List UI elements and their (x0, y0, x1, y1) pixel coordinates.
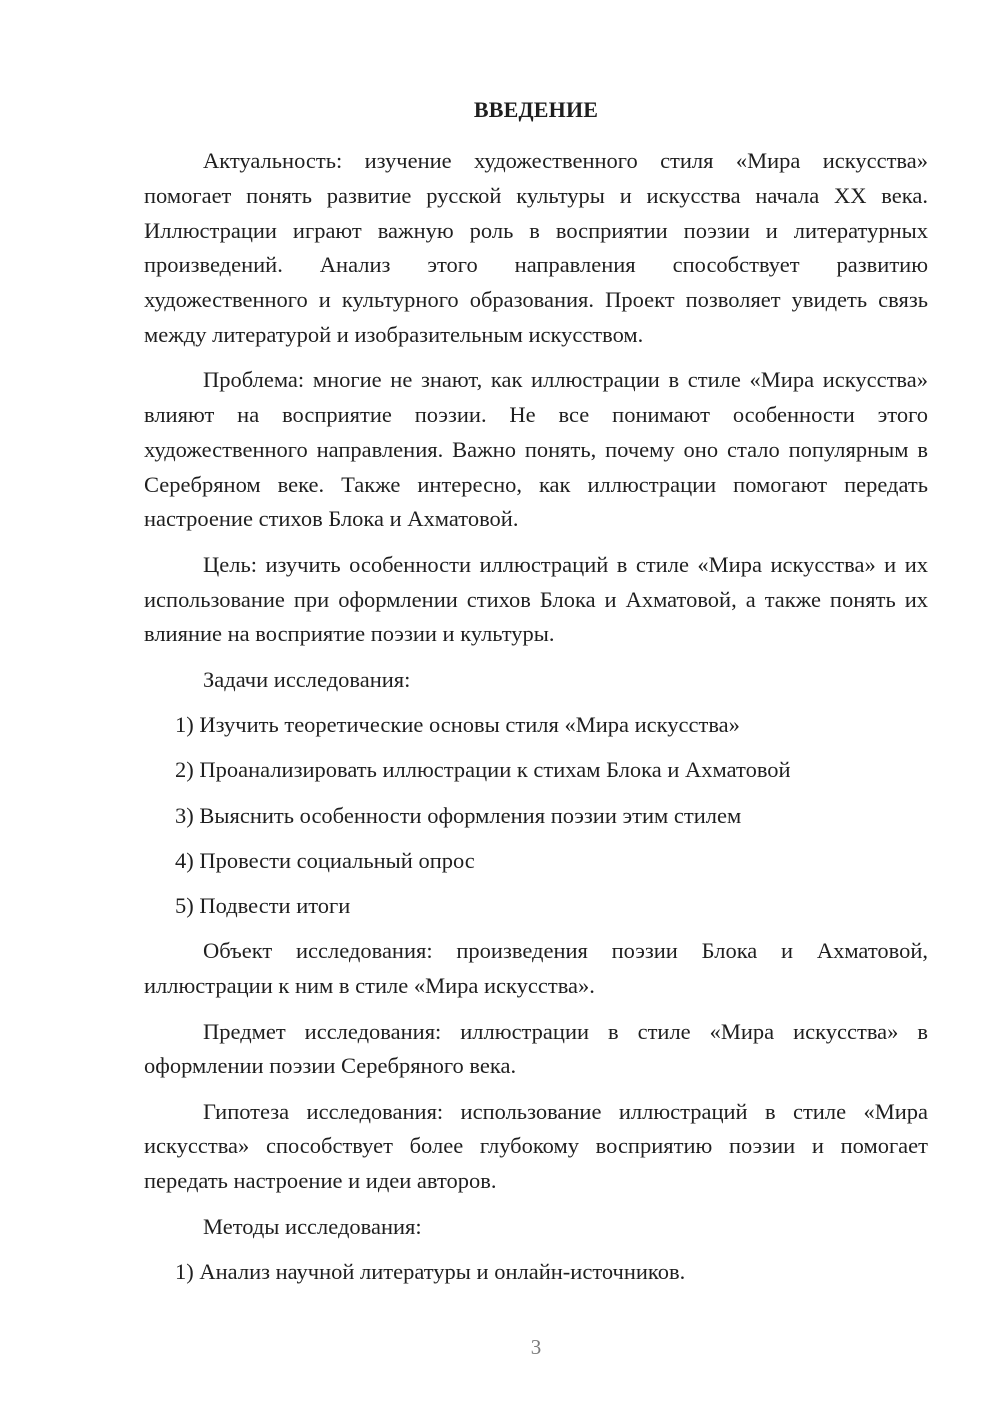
task-item: 4) Провести социальный опрос (175, 847, 475, 873)
page-number: 3 (530, 1335, 542, 1359)
document-body (144, 144, 928, 1300)
tasks-list (144, 708, 928, 924)
goal-paragraph: Цель: изучить особенности иллюстраций в стиле «Мира искусства» и их использование при оформлении стихов Блока и Ахматовой, а также понять их влияние на восприятие поэзии и культуры. (144, 551, 928, 647)
hypothesis-paragraph: Гипотеза исследования: использование иллюстраций в стиле «Мира искусства» способствует более глубокому восприятию поэзии и помогает передать настроение и идеи авторов. (144, 1098, 928, 1194)
subject-paragraph: Предмет исследования: иллюстрации в стиле «Мира искусства» в оформлении поэзии Серебряного века. (144, 1018, 928, 1079)
problem-paragraph: Проблема: многие не знают, как иллюстрации в стиле «Мира искусства» влияют на восприятие поэзии. Не все понимают особенности этого художественного направления. Важно понять, почему оно стало популярным в Серебряном веке. Также интересно, как иллюстрации помогают передать настроение стихов Блока и Ахматовой. (144, 367, 928, 532)
methods-list (144, 1255, 928, 1290)
task-item: 3) Выяснить особенности оформления поэзии этим стилем (175, 802, 742, 828)
task-item: 1) Изучить теоретические основы стиля «Мира искусства» (175, 711, 740, 737)
page-title: ВВЕДЕНИЕ (473, 97, 599, 122)
relevance-paragraph: Актуальность: изучение художественного стиля «Мира искусства» помогает понять развитие русской культуры и искусства начала XX века. Иллюстрации играют важную роль в восприятии поэзии и литературных произведений. Анализ этого направления способствует развитию художественного и культурного образования. Проект позволяет увидеть связь между литературой и изобразительным искусством. (144, 148, 928, 347)
object-paragraph: Объект исследования: произведения поэзии Блока и Ахматовой, иллюстрации к ним в стиле «Мира искусства». (144, 938, 928, 999)
tasks-label: Задачи исследования: (203, 666, 411, 692)
task-item: 2) Проанализировать иллюстрации к стихам Блока и Ахматовой (175, 757, 791, 783)
task-item: 5) Подвести итоги (175, 893, 351, 919)
method-item: 1) Анализ научной литературы и онлайн-источников. (175, 1258, 686, 1284)
methods-label: Методы исследования: (203, 1213, 422, 1239)
